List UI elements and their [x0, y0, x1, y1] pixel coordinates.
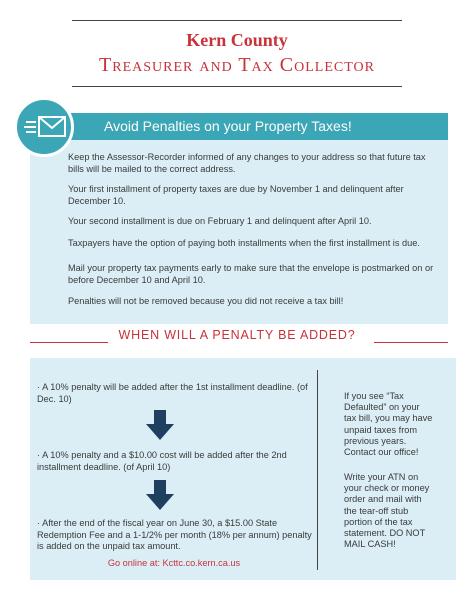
header-rule-bottom [72, 86, 402, 87]
panel-divider [317, 370, 318, 570]
section-line-left [30, 342, 108, 343]
penalty-bullet-third: · After the end of the fiscal year on June 30, a $15.00 State Redemption Fee and a 1-1/2% per month (18% per annum) penalty is added on the unpaid tax amount. [37, 518, 312, 552]
info-paragraph-both-installments: Taxpayers have the option of paying both installments when the first installment is due. [68, 238, 420, 248]
page-subtitle: Treasurer and Tax Collector [99, 54, 375, 76]
info-paragraph-first-installment: Your first installment of property taxes are due by November 1 and delinquent after December 10. [68, 184, 404, 206]
arrow-down-icon [146, 480, 174, 510]
header-rule-top [72, 20, 402, 21]
section-line-right [374, 342, 448, 343]
page-title: Kern County [186, 30, 288, 50]
info-paragraph-mail-early: Mail your property tax payments early to make sure that the envelope is postmarked on or before December 10 and April 10. [68, 263, 434, 285]
banner [30, 113, 448, 140]
side-note-tax-defaulted: If you see “Tax Defaulted” on your tax bill, you may have unpaid taxes from previous years. Contact our office! [344, 391, 433, 458]
info-paragraph-no-removal: Penalties will not be removed because you did not receive a tax bill! [68, 296, 344, 306]
penalty-heading: WHEN WILL A PENALTY BE ADDED? [118, 328, 356, 342]
penalty-bullet-first: · A 10% penalty will be added after the 1st installment deadline. (of Dec. 10) [37, 382, 308, 404]
info-paragraph-address: Keep the Assessor-Recorder informed of any changes to your address so that future tax bills will be mailed to the correct address. [68, 152, 426, 174]
envelope-icon [24, 114, 68, 140]
penalty-bullet-second: · A 10% penalty and a $10.00 cost will be added after the 2nd installment deadline. (of April 10) [37, 450, 287, 472]
mail-badge [14, 97, 74, 157]
arrow-down-icon [146, 410, 174, 440]
info-paragraph-second-installment: Your second installment is due on February 1 and delinquent after April 10. [68, 216, 372, 226]
banner-title: Avoid Penalties on your Property Taxes! [104, 118, 352, 134]
side-note-write-atn: Write your ATN on your check or money order and mail with the tear-off stub portion of the tax statement. DO NOT MAIL CASH! [344, 472, 430, 550]
website-link[interactable]: Go online at: Kcttc.co.kern.ca.us [107, 558, 241, 568]
